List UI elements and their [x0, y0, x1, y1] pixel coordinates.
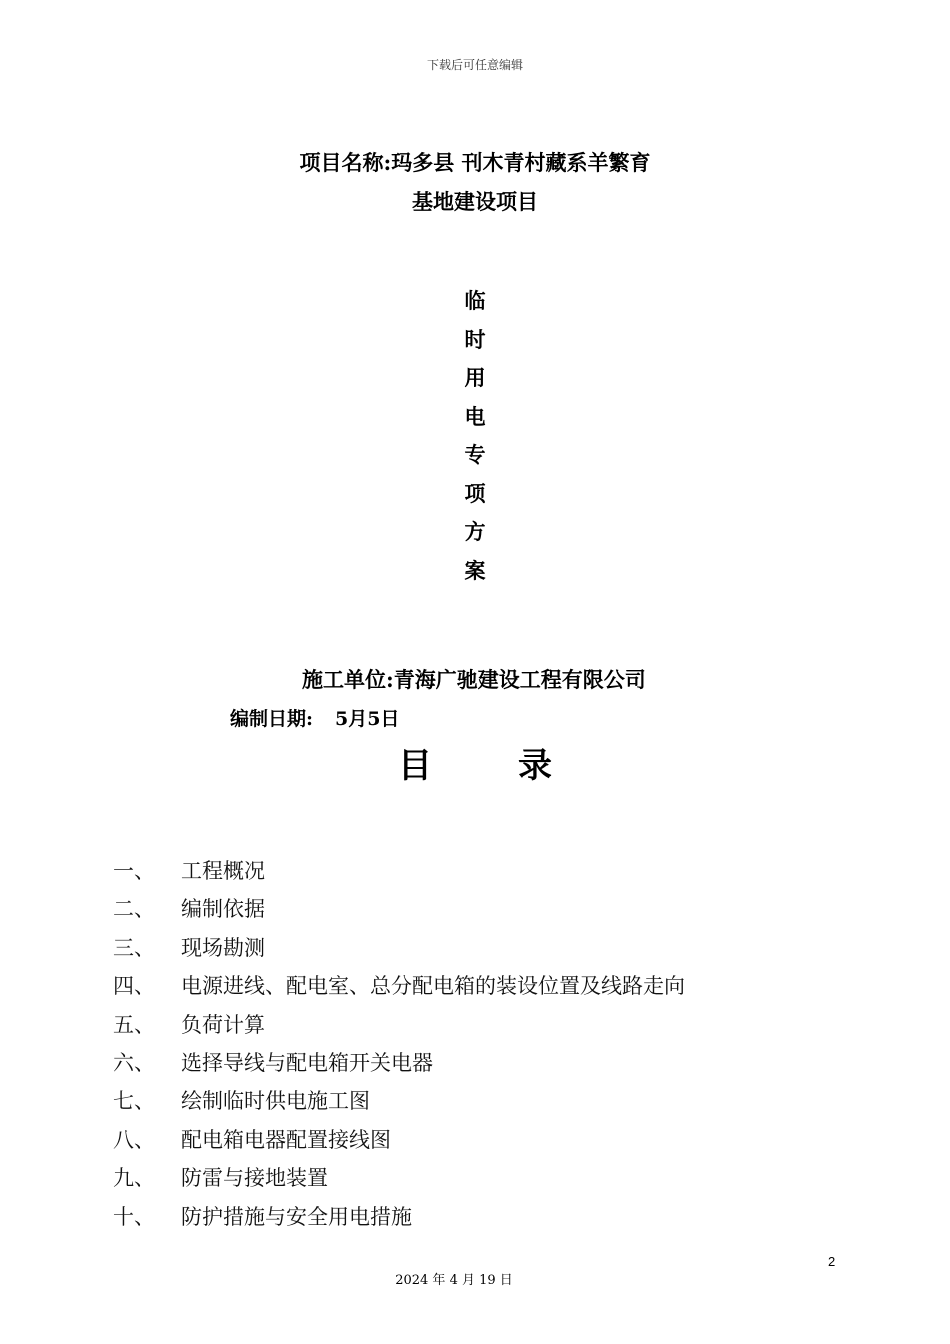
toc-item-text: 配电箱电器配置接线图 [181, 1127, 391, 1152]
toc-item[interactable] [113, 890, 685, 928]
construction-unit: 施工单位:青海广驰建设工程有限公司 [302, 667, 646, 692]
toc-item-number: 七、 [113, 1089, 155, 1114]
toc-item-number: 一、 [113, 859, 155, 883]
toc-item[interactable] [113, 1082, 685, 1120]
toc-item-text: 负荷计算 [181, 1012, 265, 1037]
project-title-line-1: 项目名称:玛多县 刊木青村藏系羊繁育 [299, 150, 651, 175]
toc-item[interactable] [113, 1044, 685, 1082]
document-title-char: 案 [464, 557, 486, 583]
toc-list [113, 852, 685, 1236]
document-title-char: 项 [464, 480, 486, 506]
page-number: 2 [828, 1254, 836, 1269]
toc-item[interactable] [113, 852, 685, 890]
document-title-char: 电 [464, 403, 486, 429]
toc-item-number: 十、 [113, 1204, 155, 1229]
document-title-char: 专 [464, 442, 486, 467]
document-title-char: 时 [464, 326, 486, 352]
toc-item-number: 八、 [113, 1127, 155, 1152]
toc-item-text: 电源进线、配电室、总分配电箱的装设位置及线路走向 [181, 974, 685, 999]
toc-item-text: 编制依据 [181, 897, 265, 922]
compile-date [230, 704, 399, 731]
document-title-char: 临 [464, 288, 486, 313]
toc-item[interactable] [113, 1159, 685, 1197]
toc-item[interactable] [113, 967, 685, 1005]
toc-title-left: 目 [398, 746, 434, 786]
document-title-char: 方 [464, 519, 486, 544]
toc-item[interactable] [113, 1198, 685, 1236]
compile-date-value: 5月5日 [335, 708, 400, 730]
toc-title-right: 录 [518, 746, 554, 786]
toc-item[interactable] [113, 929, 685, 967]
header-note: 下载后可任意编辑 [426, 58, 523, 72]
project-title [0, 143, 950, 221]
toc-item[interactable] [113, 1121, 685, 1159]
toc-item-text: 防雷与接地装置 [181, 1166, 328, 1191]
project-title-line-2: 基地建设项目 [412, 189, 538, 214]
toc-title [398, 738, 554, 787]
document-title-vertical [455, 282, 495, 590]
toc-item-text: 现场勘测 [181, 935, 265, 960]
toc-item-number: 四、 [113, 974, 155, 999]
toc-item-text: 防护措施与安全用电措施 [181, 1204, 412, 1229]
toc-item-text: 工程概况 [181, 859, 265, 883]
toc-item-number: 五、 [113, 1012, 155, 1037]
toc-item-number: 九、 [113, 1166, 155, 1191]
toc-item-number: 三、 [113, 935, 155, 960]
document-title-char: 用 [464, 365, 486, 390]
toc-item-number: 二、 [113, 897, 155, 922]
toc-item-text: 绘制临时供电施工图 [181, 1089, 370, 1114]
toc-item-number: 六、 [113, 1050, 155, 1075]
toc-item-text: 选择导线与配电箱开关电器 [181, 1050, 433, 1075]
footer-date: 2024 年 4 月 19 日 [395, 1273, 513, 1288]
toc-item[interactable] [113, 1006, 685, 1044]
compile-date-label: 编制日期: [230, 708, 314, 730]
